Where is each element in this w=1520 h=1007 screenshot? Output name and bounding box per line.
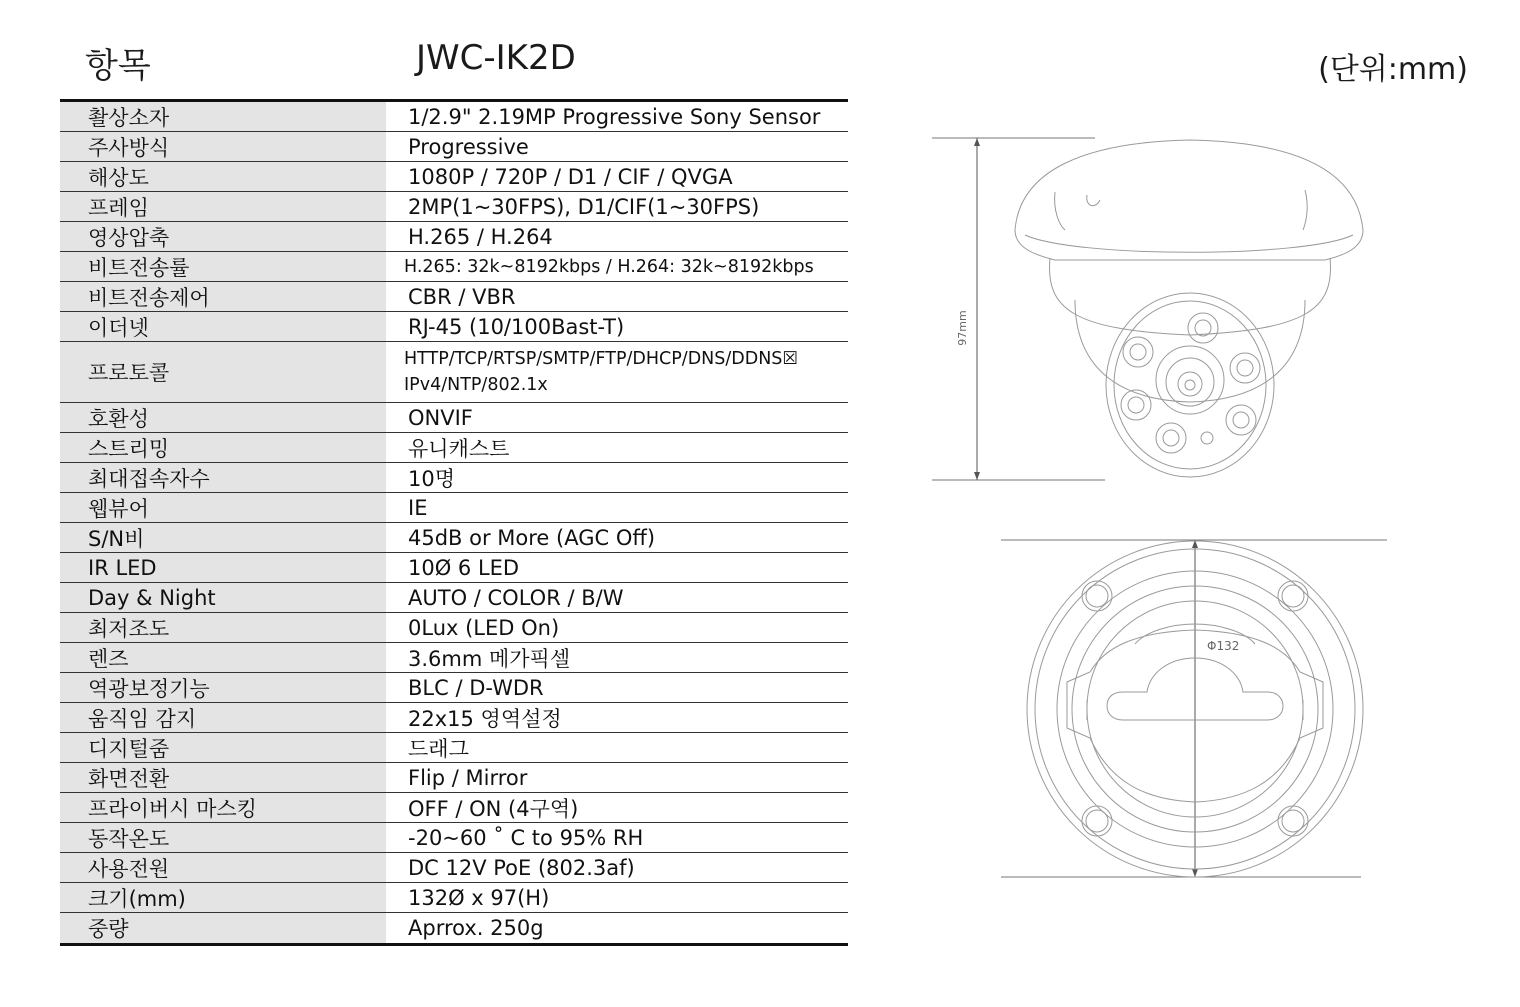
spec-row-scan (60, 132, 848, 162)
spec-label: 디지털줌 (60, 733, 386, 762)
spec-value: 유니캐스트 (408, 436, 510, 461)
spec-row-ethernet (60, 312, 848, 342)
spec-row-flip (60, 763, 848, 793)
spec-row-privacy (60, 793, 848, 823)
spec-label: 프라이버시 마스킹 (60, 793, 386, 822)
spec-label: Day & Night (60, 583, 386, 612)
spec-label: 프로토콜 (60, 342, 386, 402)
spec-row-frame (60, 192, 848, 222)
spec-value: 45dB or More (AGC Off) (408, 525, 656, 550)
spec-value: 3.6mm 메가픽셀 (408, 646, 571, 671)
spec-label: 비트전송제어 (60, 282, 386, 311)
spec-value: 드래그 (408, 736, 469, 761)
spec-row-temperature (60, 823, 848, 853)
spec-label: 크기(mm) (60, 883, 386, 912)
spec-row-max-users (60, 463, 848, 493)
spec-value: 22x15 영역설정 (408, 706, 562, 731)
spec-value: 0Lux (LED On) (408, 615, 560, 640)
spec-label: 역광보정기능 (60, 673, 386, 702)
spec-value (386, 342, 848, 402)
spec-value: 132Ø x 97(H) (408, 885, 550, 910)
spec-value: Aprrox. 250g (408, 916, 544, 940)
spec-row-motion (60, 703, 848, 733)
spec-value: CBR / VBR (408, 284, 516, 309)
spec-row-streaming (60, 433, 848, 463)
spec-value: Flip / Mirror (408, 765, 528, 790)
spec-row-bitrate (60, 252, 848, 282)
spec-value: -20~60 ˚ C to 95% RH (408, 825, 644, 850)
spec-value: H.265 / H.264 (408, 224, 553, 249)
header-item-label: 항목 (85, 46, 151, 86)
spec-row-power (60, 853, 848, 883)
spec-table (60, 99, 848, 946)
spec-label: 해상도 (60, 162, 386, 191)
spec-value: 10명 (408, 466, 456, 491)
spec-label: 촬상소자 (60, 102, 386, 131)
spec-label: 최대접속자수 (60, 463, 386, 492)
spec-value: Progressive (408, 134, 529, 159)
spec-label: 렌즈 (60, 643, 386, 672)
spec-row-protocol (60, 342, 848, 403)
spec-label: 최저조도 (60, 613, 386, 642)
spec-value: 1/2.9" 2.19MP Progressive Sony Sensor (408, 104, 821, 129)
spec-value-line: IPv4/NTP/802.1x (404, 375, 548, 395)
spec-label: 영상압축 (60, 222, 386, 251)
spec-row-day-night (60, 583, 848, 613)
spec-row-backlight (60, 673, 848, 703)
spec-label: 주사방식 (60, 132, 386, 161)
spec-label: 프레임 (60, 192, 386, 221)
spec-row-sensor (60, 102, 848, 132)
unit-label: (단위:mm) (1318, 52, 1468, 87)
camera-side-view-drawing (925, 130, 1385, 490)
spec-label: 중량 (60, 913, 386, 943)
spec-row-resolution (60, 162, 848, 192)
spec-label: 호환성 (60, 403, 386, 432)
spec-value: 1080P / 720P / D1 / CIF / QVGA (408, 164, 733, 189)
spec-row-compatibility (60, 403, 848, 433)
model-name: JWC-IK2D (416, 38, 576, 78)
spec-row-compression (60, 222, 848, 252)
spec-row-lens (60, 643, 848, 673)
spec-label: 웹뷰어 (60, 493, 386, 522)
spec-row-digital-zoom (60, 733, 848, 763)
camera-bottom-view-drawing (995, 532, 1395, 882)
spec-row-bitrate-control (60, 282, 848, 312)
spec-value: RJ-45 (10/100Bast-T) (408, 314, 625, 339)
spec-label: 사용전원 (60, 853, 386, 882)
spec-label: 움직임 감지 (60, 703, 386, 732)
spec-value: H.265: 32k~8192kbps / H.264: 32k~8192kbps (404, 256, 814, 277)
spec-value-line: HTTP/TCP/RTSP/SMTP/FTP/DHCP/DNS/DDNS☒ (404, 349, 799, 369)
spec-value: 10Ø 6 LED (408, 555, 520, 580)
spec-row-min-illumination (60, 613, 848, 643)
spec-label: 이더넷 (60, 312, 386, 341)
spec-label: IR LED (60, 553, 386, 582)
spec-value: OFF / ON (4구역) (408, 796, 579, 821)
height-dimension-label: 97mm (956, 310, 969, 346)
spec-value: ONVIF (408, 405, 473, 430)
spec-value: IE (408, 495, 428, 520)
spec-label: 비트전송률 (60, 252, 386, 281)
spec-label: 스트리밍 (60, 433, 386, 462)
spec-value: DC 12V PoE (802.3af) (408, 855, 635, 880)
spec-row-size (60, 883, 848, 913)
spec-row-web-viewer (60, 493, 848, 523)
spec-row-snr (60, 523, 848, 553)
spec-label: 화면전환 (60, 763, 386, 792)
spec-value: AUTO / COLOR / B/W (408, 585, 624, 610)
spec-label: 동작온도 (60, 823, 386, 852)
spec-label: S/N비 (60, 523, 386, 552)
spec-row-ir-led (60, 553, 848, 583)
diameter-dimension-label: Φ132 (1207, 639, 1240, 653)
spec-value: 2MP(1~30FPS), D1/CIF(1~30FPS) (408, 194, 760, 219)
spec-row-weight (60, 913, 848, 943)
spec-value: BLC / D-WDR (408, 675, 544, 700)
